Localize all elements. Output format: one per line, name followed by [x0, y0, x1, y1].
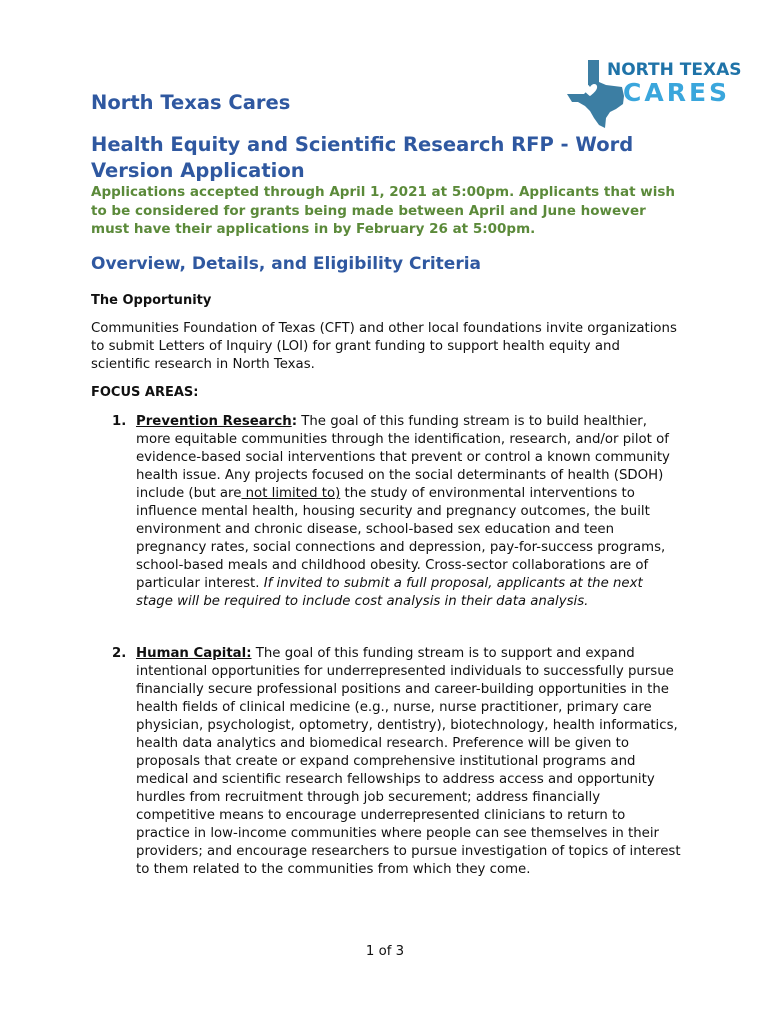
focus-item-italic-note: If invited to submit a full proposal, applicants at the next stage will be required to include cost analysis in their data analysis.: [136, 576, 643, 609]
section-heading: Overview, Details, and Eligibility Criteria: [91, 254, 481, 274]
focus-areas-label: FOCUS AREAS:: [91, 385, 199, 400]
focus-item-text-cont: the study of environmental interventions to influence mental health, housing security and pregnancy outcomes, the built environment and chronic disease, school-based sex education and teen pregnancy rates, social connections and depression, pay-for-success programs, school-based meals and childhood obesity. Cross-sector collaborations are of particular interest.: [136, 486, 666, 591]
focus-item-text: The goal of this funding stream is to build healthier, more equitable communities through the identification, research, and/or pilot of evidence-based social interventions that prevent or control a known community health issue. Any projects focused on the social determinants of health (SDOH) include (but are: [136, 414, 670, 501]
page-number: 1 of 3: [365, 944, 405, 959]
focus-item-body: [136, 645, 682, 879]
application-deadline: Applications accepted through April 1, 2021 at 5:00pm. Applicants that wish to be considered for grants being made between April and June however must have their applications in by February 26 at 5:00pm.: [91, 184, 675, 237]
focus-item-text: The goal of this funding stream is to support and expand intentional opportunities for underrepresented individuals to successfully pursue financially secure professional positions and career-building opportunities in the health fields of clinical medicine (e.g., nurse, nurse practitioner, primary care physician, psychologist, optometry, dentistry), biotechnology, health informatics, health data analytics and biomedical research. Preference will be given to proposals that create or expand comprehensive institutional programs and medical and scientific research fellowships to address access and opportunity hurdles from recruitment through job securement; address financially competitive means to encourage underrepresented clinicians to return to practice in low-income communities where people can see themselves in their providers; and encourage researchers to pursue investigation of topics of interest to them related to the communities from which they come.: [136, 646, 681, 877]
org-title: North Texas Cares: [91, 91, 291, 114]
focus-item-underlined-text: not limited to): [241, 486, 341, 501]
list-number: 1.: [112, 414, 127, 429]
rfp-title: Health Equity and Scientific Research RFP - Word Version Application: [91, 133, 634, 182]
focus-item-body: [136, 413, 682, 611]
logo-text-cares: CARES: [623, 78, 731, 107]
focus-item-title: Prevention Research: [136, 414, 292, 429]
focus-item-title: Human Capital:: [136, 646, 252, 661]
focus-item-prevention-research: [112, 413, 682, 611]
logo-text-north-texas: NORTH TEXAS: [607, 60, 742, 80]
sub-heading-opportunity: The Opportunity: [91, 293, 212, 308]
list-number: 2.: [112, 646, 127, 661]
intro-paragraph: Communities Foundation of Texas (CFT) and other local foundations invite organizations to submit Letters of Inquiry (LOI) for grant funding to support health equity and scientific research in North Texas.: [91, 321, 677, 372]
north-texas-cares-logo: [566, 58, 742, 132]
focus-item-colon: :: [291, 414, 298, 429]
focus-item-human-capital: [112, 645, 682, 879]
